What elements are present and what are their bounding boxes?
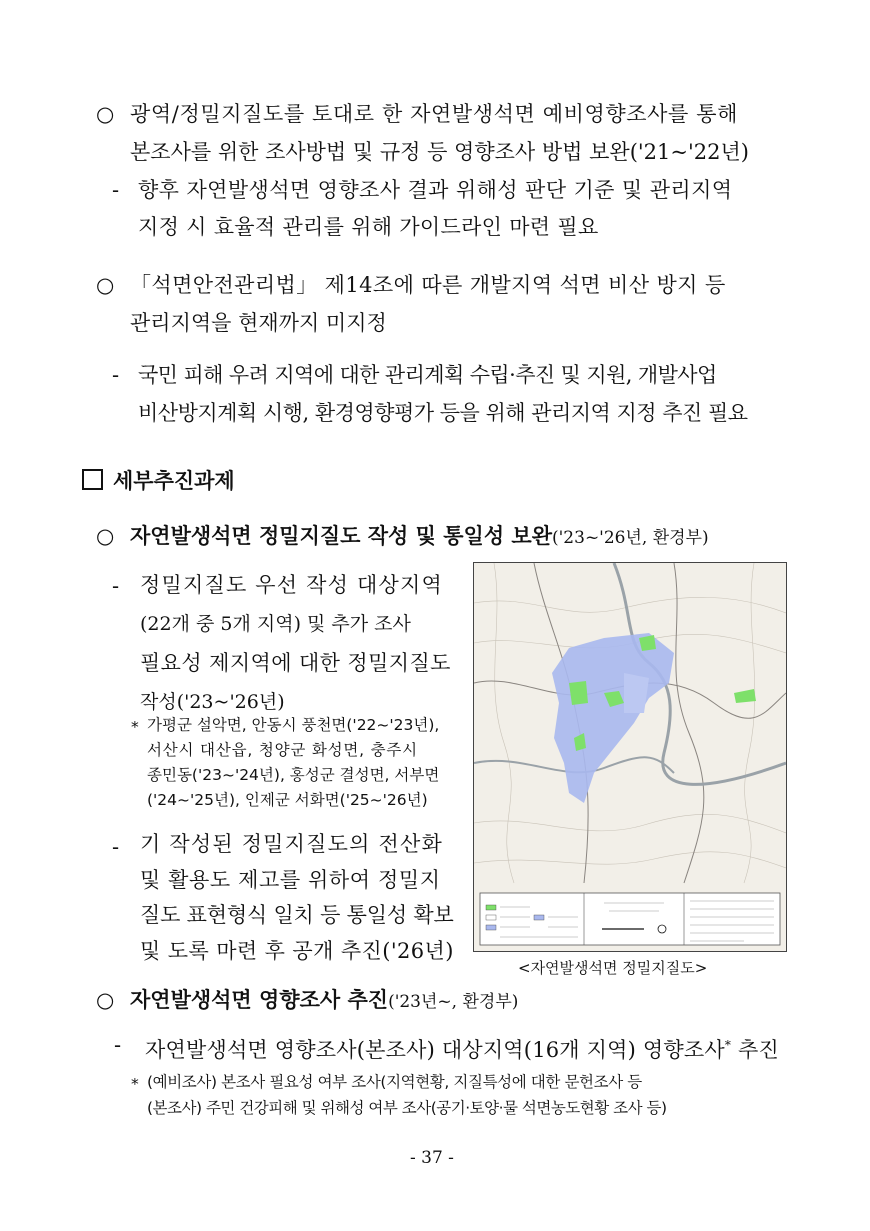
- checkbox-square-icon: [82, 469, 103, 490]
- sub-item-text: 정밀지질도 우선 작성 대상지역 (22개 중 5개 지역) 및 추가 조사 필요성 제지역에 대한 정밀지질도 작성('23~'26년): [140, 573, 451, 713]
- task-title-line: [130, 516, 709, 558]
- geology-map-image: [473, 562, 787, 952]
- footnote-text: (본조사) 주민 건강피해 및 위해성 여부 조사(공기·토양·물 석면농도현황 조사 등): [147, 1099, 667, 1117]
- dash-marker: -: [114, 1033, 122, 1057]
- dash-marker: -: [112, 835, 120, 859]
- dash-marker: -: [112, 574, 120, 598]
- bullet-circle: ○: [96, 988, 115, 1012]
- paragraph-line: 「석면안전관리법」 제14조에 따른 개발지역 석면 비산 방지 등: [130, 273, 726, 297]
- paragraph-line: 지정 시 효율적 관리를 위해 가이드라인 마련 필요: [138, 215, 599, 239]
- dash-marker: -: [112, 363, 120, 387]
- paragraph-line: 광역/정밀지질도를 토대로 한 자연발생석면 예비영향조사를 통해: [130, 102, 738, 126]
- paragraph-line: 비산방지계획 시행, 환경영향평가 등을 위해 관리지역 지정 추진 필요: [138, 401, 748, 425]
- sub-item-text: 기 작성된 정밀지질도의 전산화 및 활용도 제고를 위하여 정밀지 질도 표현형식 일치 등 통일성 확보 및 도록 마련 후 공개 추진('26년): [140, 832, 454, 963]
- task-title: 자연발생석면 정밀지질도 작성 및 통일성 보완: [130, 523, 552, 548]
- bullet-circle: ○: [96, 524, 115, 548]
- paragraph-line: 향후 자연발생석면 영향조사 결과 위해성 판단 기준 및 관리지역: [138, 178, 733, 202]
- task-title-line: [130, 980, 518, 1022]
- paragraph-line: 관리지역을 현재까지 미지정: [130, 311, 387, 335]
- page-number: - 37 -: [410, 1148, 454, 1168]
- bullet-circle: ○: [96, 102, 115, 126]
- map-graphic: [474, 563, 786, 951]
- dash-marker: -: [112, 178, 120, 202]
- footnote-text: (예비조사) 본조사 필요성 여부 조사(지역현황, 지질특성에 대한 문헌조사 등: [147, 1073, 642, 1091]
- task-title: 자연발생석면 영향조사 추진: [130, 987, 389, 1012]
- section-heading: 세부추진과제: [82, 461, 235, 501]
- footnote-text: 가평군 설악면, 안동시 풍천면('22~'23년), 서산시 대산읍, 청양군 화성면, 충주시 종민동('23~'24년), 홍성군 결성면, 서부면 ('24~'25년), 인제군 서화면('25~'26년): [147, 716, 440, 809]
- task-period: ('23년~, 환경부): [388, 992, 519, 1012]
- figure-caption: <자연발생석면 정밀지질도>: [518, 959, 708, 977]
- footnote-mark: *: [131, 1075, 139, 1093]
- paragraph-line: 본조사를 위한 조사방법 및 규정 등 영향조사 방법 보완('21~'22년): [130, 140, 749, 164]
- task-period: ('23~'26년, 환경부): [552, 528, 709, 548]
- footnote-mark: *: [131, 718, 139, 736]
- bullet-circle: ○: [96, 273, 115, 297]
- paragraph-line: 국민 피해 우려 지역에 대한 관리계획 수립·추진 및 지원, 개발사업: [138, 363, 717, 387]
- sub-item-text: 자연발생석면 영향조사(본조사) 대상지역(16개 지역) 영향조사* 추진: [145, 1038, 779, 1062]
